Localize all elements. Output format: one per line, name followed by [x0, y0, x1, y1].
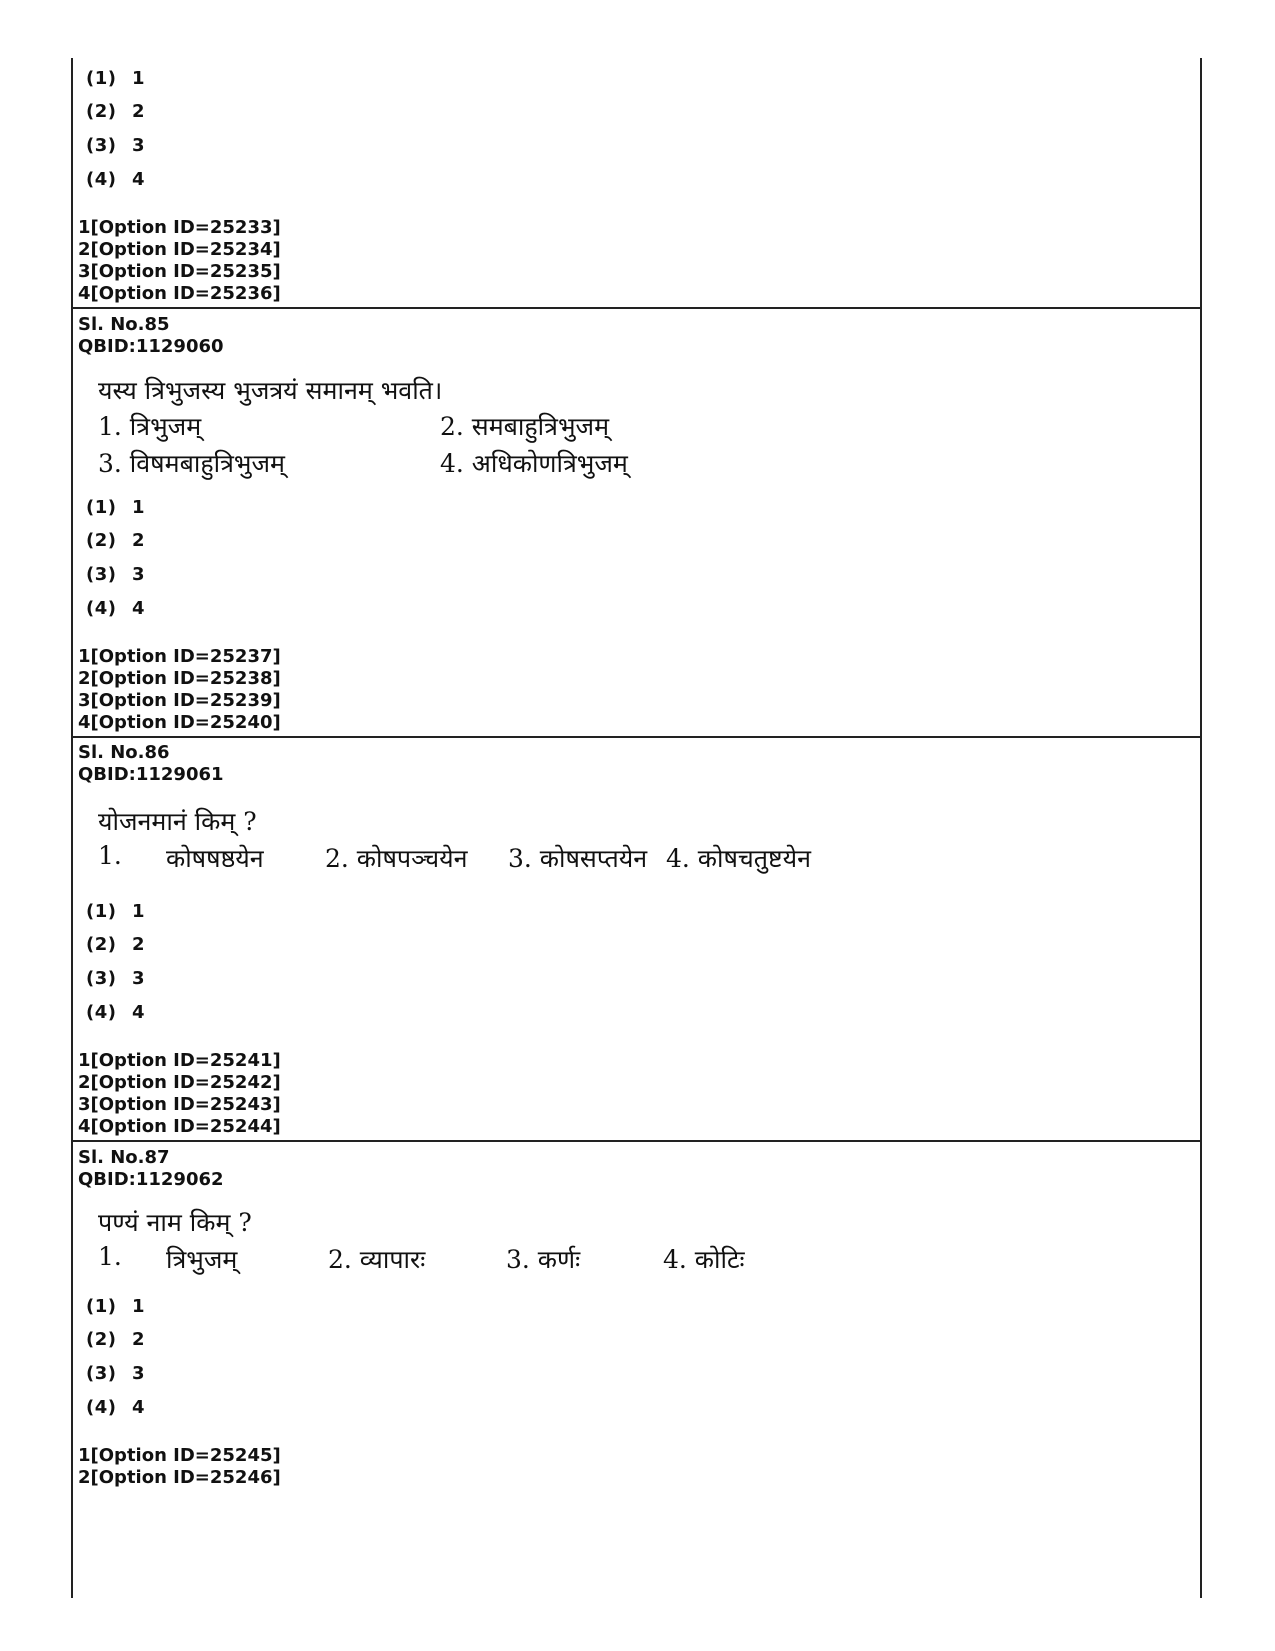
option-row: (1) 1 — [86, 68, 146, 89]
answer-choice: 3. विषमबाहुत्रिभुजम् — [98, 449, 285, 478]
answer-choice: 2. समबाहुत्रिभुजम् — [440, 412, 610, 441]
answer-choice: 1. — [98, 841, 122, 870]
answer-choice: त्रिभुजम् — [166, 1245, 238, 1274]
question-header: Sl. No.86 QBID:1129061 — [78, 742, 224, 785]
answer-choice: 3. कर्णः — [506, 1245, 581, 1274]
answer-choice: 2. कोषपञ्चयेन — [325, 844, 468, 873]
option-row: (2) 2 — [86, 934, 146, 955]
option-row: (3) 3 — [86, 968, 146, 989]
option-id-list: 1[Option ID=25237] 2[Option ID=25238] 3[Option ID=25239] 4[Option ID=25240] — [78, 646, 281, 733]
option-row: (1) 1 — [86, 1296, 146, 1317]
option-row: (1) 1 — [86, 901, 146, 922]
section-divider — [71, 307, 1202, 309]
question-text: यस्य त्रिभुजस्य भुजत्रयं समानम् भवति। — [98, 376, 443, 405]
answer-choice: 1. — [98, 1242, 122, 1271]
question-header: Sl. No.87 QBID:1129062 — [78, 1147, 224, 1190]
option-row: (4) 4 — [86, 169, 146, 190]
answer-choice: 4. कोटिः — [663, 1245, 745, 1274]
option-row: (4) 4 — [86, 598, 146, 619]
option-row: (2) 2 — [86, 1329, 146, 1350]
option-row: (4) 4 — [86, 1002, 146, 1023]
answer-choice: 2. व्यापारः — [328, 1245, 426, 1274]
option-id-list: 1[Option ID=25241] 2[Option ID=25242] 3[Option ID=25243] 4[Option ID=25244] — [78, 1050, 281, 1137]
question-text: पण्यं नाम किम् ? — [98, 1208, 252, 1237]
answer-choice: कोषषष्ठयेन — [166, 844, 264, 873]
option-row: (4) 4 — [86, 1397, 146, 1418]
option-row: (2) 2 — [86, 530, 146, 551]
answer-choice: 4. अधिकोणत्रिभुजम् — [440, 449, 628, 478]
option-row: (3) 3 — [86, 564, 146, 585]
option-row: (3) 3 — [86, 1363, 146, 1384]
option-row: (1) 1 — [86, 497, 146, 518]
section-divider — [71, 736, 1202, 738]
option-id-list: 1[Option ID=25245] 2[Option ID=25246] — [78, 1445, 281, 1488]
question-header: Sl. No.85 QBID:1129060 — [78, 314, 224, 357]
option-row: (2) 2 — [86, 101, 146, 122]
option-id-list: 1[Option ID=25233] 2[Option ID=25234] 3[Option ID=25235] 4[Option ID=25236] — [78, 217, 281, 304]
answer-choice: 3. कोषसप्तयेन — [508, 844, 648, 873]
answer-choice: 4. कोषचतुष्टयेन — [666, 844, 812, 873]
section-divider — [71, 1140, 1202, 1142]
option-row: (3) 3 — [86, 135, 146, 156]
answer-choice: 1. त्रिभुजम् — [98, 412, 202, 441]
question-text: योजनमानं किम् ? — [98, 807, 257, 836]
